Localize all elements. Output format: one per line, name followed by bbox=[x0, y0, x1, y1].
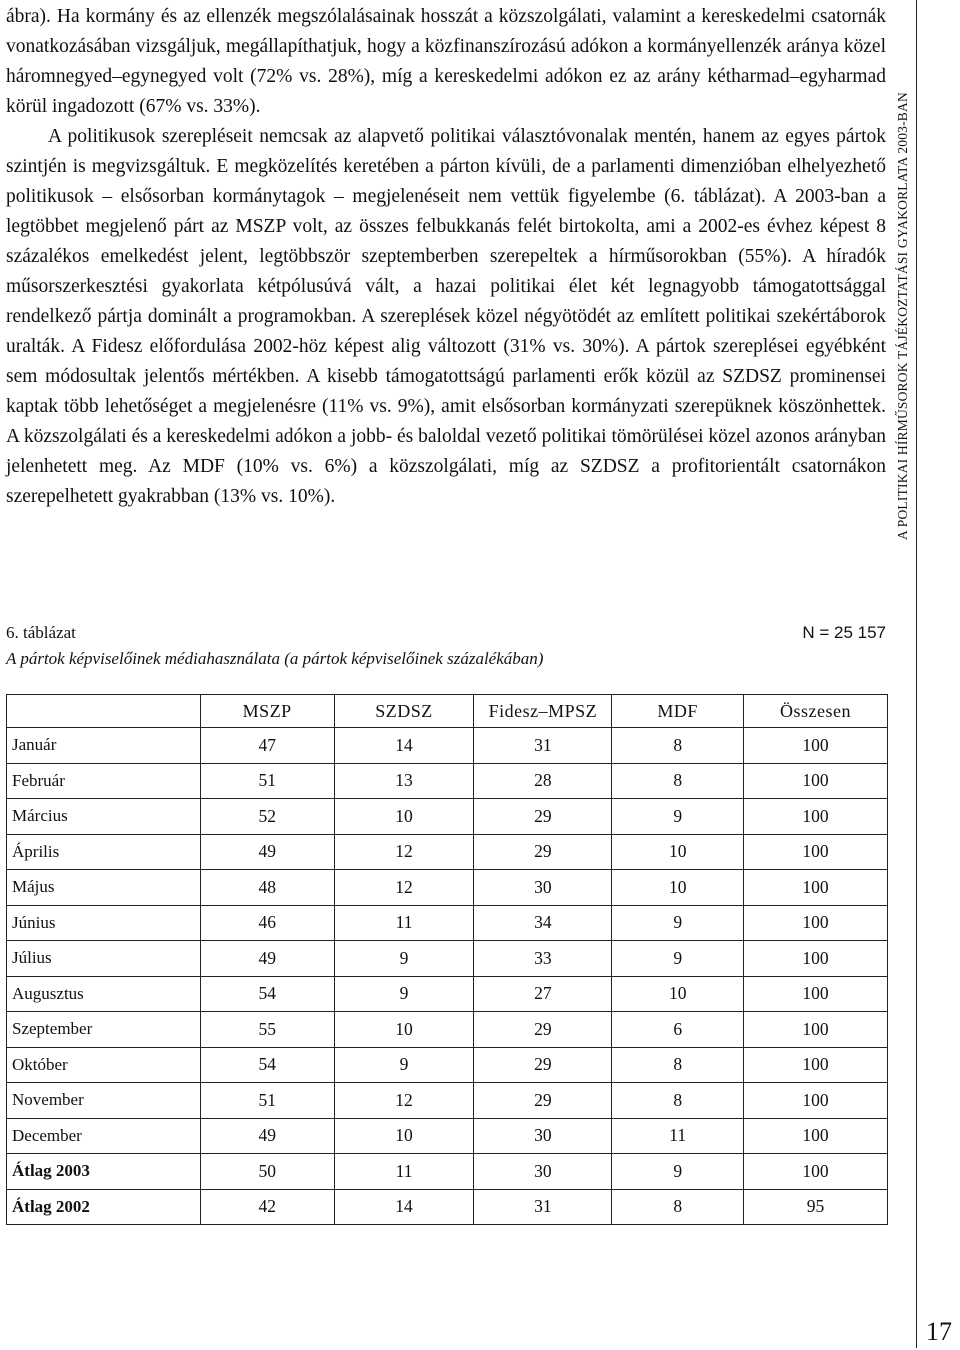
row-label: Július bbox=[7, 941, 201, 977]
cell-szdsz: 10 bbox=[334, 1012, 474, 1048]
cell-szdsz: 11 bbox=[334, 1154, 474, 1190]
cell-fidesz: 30 bbox=[474, 870, 612, 906]
running-head: A POLITIKAI HÍRMŰSOROK TÁJÉKOZTATÁSI GYAKORLATA 2003-BAN bbox=[895, 92, 910, 540]
cell-total: 100 bbox=[744, 1154, 888, 1190]
row-label: Augusztus bbox=[7, 976, 201, 1012]
cell-fidesz: 33 bbox=[474, 941, 612, 977]
row-label: Átlag 2003 bbox=[7, 1154, 201, 1190]
cell-fidesz: 30 bbox=[474, 1154, 612, 1190]
cell-mszp: 50 bbox=[200, 1154, 334, 1190]
cell-mszp: 42 bbox=[200, 1189, 334, 1225]
cell-mszp: 49 bbox=[200, 1118, 334, 1154]
paragraph-1: ábra). Ha kormány és az ellenzék megszólalásainak hosszát a közszolgálati, valamint a kereskedelmi csatornák vonatkozásában vizsgáljuk, megállapíthatjuk, hogy a közfinanszírozású adókon a kormányellenzék aránya közel háromnegyed–egynegyed volt (72% vs. 28%), míg a kereskedelmi adókon ez az arány kétharmad–egyharmad körül ingadozott (67% vs. 33%). bbox=[6, 6, 886, 117]
cell-total: 100 bbox=[744, 799, 888, 835]
cell-szdsz: 10 bbox=[334, 1118, 474, 1154]
cell-mdf: 8 bbox=[612, 728, 744, 764]
table-row bbox=[7, 728, 888, 764]
table-body bbox=[7, 728, 888, 1225]
cell-total: 100 bbox=[744, 1047, 888, 1083]
cell-mdf: 11 bbox=[612, 1118, 744, 1154]
cell-mszp: 52 bbox=[200, 799, 334, 835]
table-row bbox=[7, 976, 888, 1012]
cell-mdf: 6 bbox=[612, 1012, 744, 1048]
header-szdsz: SZDSZ bbox=[334, 695, 474, 728]
cell-total: 100 bbox=[744, 763, 888, 799]
row-label: November bbox=[7, 1083, 201, 1119]
table-row bbox=[7, 1154, 888, 1190]
cell-fidesz: 30 bbox=[474, 1118, 612, 1154]
row-label: December bbox=[7, 1118, 201, 1154]
cell-fidesz: 29 bbox=[474, 799, 612, 835]
cell-total: 100 bbox=[744, 728, 888, 764]
cell-mdf: 9 bbox=[612, 941, 744, 977]
header-fidesz: Fidesz–MPSZ bbox=[474, 695, 612, 728]
cell-mdf: 10 bbox=[612, 834, 744, 870]
cell-fidesz: 31 bbox=[474, 1189, 612, 1225]
row-label: Január bbox=[7, 728, 201, 764]
cell-total: 100 bbox=[744, 870, 888, 906]
row-label: Március bbox=[7, 799, 201, 835]
cell-fidesz: 29 bbox=[474, 1083, 612, 1119]
table-label: 6. táblázat bbox=[6, 623, 76, 642]
row-label: Június bbox=[7, 905, 201, 941]
table-sample-size: N = 25 157 bbox=[802, 623, 886, 642]
cell-total: 100 bbox=[744, 1083, 888, 1119]
cell-mdf: 8 bbox=[612, 763, 744, 799]
row-label: Május bbox=[7, 870, 201, 906]
table-row bbox=[7, 1012, 888, 1048]
cell-mszp: 49 bbox=[200, 941, 334, 977]
cell-mdf: 9 bbox=[612, 799, 744, 835]
cell-szdsz: 9 bbox=[334, 976, 474, 1012]
cell-mszp: 47 bbox=[200, 728, 334, 764]
cell-mszp: 48 bbox=[200, 870, 334, 906]
cell-total: 100 bbox=[744, 1118, 888, 1154]
cell-mdf: 10 bbox=[612, 976, 744, 1012]
body-text bbox=[6, 2, 886, 512]
cell-total: 95 bbox=[744, 1189, 888, 1225]
cell-szdsz: 12 bbox=[334, 1083, 474, 1119]
cell-mdf: 8 bbox=[612, 1189, 744, 1225]
paragraph-2: A politikusok szerepléseit nemcsak az alapvető politikai választóvonalak mentén, hanem az egyes pártok szintjén is megvizsgáltuk. E megközelítés keretében a párton kívüli, de a parlamenti dimenzióban elhelyezhető politikusok – elsősorban kormánytagok – megjelenéseit nem vettük figyelembe (6. táblázat). A 2003-ban a legtöbbet megjelenő párt az MSZP volt, az összes felbukkanás felét birtokolta, ami a 2002-es évhez képest 8 százalékos emelkedést jelent, legtöbbször szeptemberben szerepeltek a hírműsorokban (55%). A híradók műsorszerkesztési gyakorlata kétpólusúvá vált, a hazai politikai élet két legnagyobb támogatottsággal rendelkező pártja dominált a programokban. A szereplések közel négyötödét az említett politikai szekértáborok uralták. A Fidesz előfordulása 2002-höz képest alig változott (31% vs. 30%). A pártok szereplései egyébként sem módosultak jelentős mértékben. A kisebb támogatottságú parlamenti erők közül az SZDSZ prominensei kaptak több lehetőséget a megjelenésre (11% vs. 9%), amit elsősorban kormányzati szerepüknek köszönhettek. A közszolgálati és a kereskedelmi adókon a jobb- és baloldal vezető politikai tömörülései közel azonos arányban jelenhetett meg. Az MDF (10% vs. 6%) a közszolgálati, míg az SZDSZ a profitorientált csatornákon szerepelhetett gyakrabban (13% vs. 10%). bbox=[6, 126, 886, 507]
cell-fidesz: 28 bbox=[474, 763, 612, 799]
cell-total: 100 bbox=[744, 941, 888, 977]
cell-szdsz: 12 bbox=[334, 834, 474, 870]
cell-fidesz: 29 bbox=[474, 834, 612, 870]
table-row bbox=[7, 905, 888, 941]
table-row bbox=[7, 941, 888, 977]
header-mdf: MDF bbox=[612, 695, 744, 728]
cell-mszp: 51 bbox=[200, 763, 334, 799]
cell-total: 100 bbox=[744, 1012, 888, 1048]
cell-mszp: 54 bbox=[200, 1047, 334, 1083]
table-title: A pártok képviselőinek médiahasználata (a pártok képviselőinek százalékában) bbox=[6, 649, 544, 668]
party-media-table bbox=[6, 694, 888, 1225]
table-row bbox=[7, 1083, 888, 1119]
cell-mszp: 49 bbox=[200, 834, 334, 870]
cell-szdsz: 9 bbox=[334, 941, 474, 977]
table-row bbox=[7, 799, 888, 835]
table-row bbox=[7, 1118, 888, 1154]
table-row bbox=[7, 1047, 888, 1083]
cell-fidesz: 27 bbox=[474, 976, 612, 1012]
row-label: Április bbox=[7, 834, 201, 870]
table-row bbox=[7, 763, 888, 799]
table-header-row bbox=[7, 695, 888, 728]
margin-rule bbox=[916, 0, 917, 1348]
cell-mdf: 8 bbox=[612, 1047, 744, 1083]
cell-fidesz: 31 bbox=[474, 728, 612, 764]
page-number: 17 bbox=[926, 1317, 952, 1346]
header-mszp: MSZP bbox=[200, 695, 334, 728]
cell-total: 100 bbox=[744, 976, 888, 1012]
cell-fidesz: 34 bbox=[474, 905, 612, 941]
cell-szdsz: 14 bbox=[334, 1189, 474, 1225]
table-row bbox=[7, 870, 888, 906]
header-total: Összesen bbox=[744, 695, 888, 728]
cell-szdsz: 11 bbox=[334, 905, 474, 941]
cell-mszp: 46 bbox=[200, 905, 334, 941]
cell-fidesz: 29 bbox=[474, 1047, 612, 1083]
cell-szdsz: 13 bbox=[334, 763, 474, 799]
cell-szdsz: 12 bbox=[334, 870, 474, 906]
cell-mdf: 10 bbox=[612, 870, 744, 906]
cell-mszp: 55 bbox=[200, 1012, 334, 1048]
cell-mszp: 54 bbox=[200, 976, 334, 1012]
cell-mdf: 9 bbox=[612, 1154, 744, 1190]
cell-szdsz: 9 bbox=[334, 1047, 474, 1083]
row-label: Szeptember bbox=[7, 1012, 201, 1048]
cell-mszp: 51 bbox=[200, 1083, 334, 1119]
cell-szdsz: 14 bbox=[334, 728, 474, 764]
row-label: Átlag 2002 bbox=[7, 1189, 201, 1225]
cell-fidesz: 29 bbox=[474, 1012, 612, 1048]
header-empty bbox=[7, 695, 201, 728]
cell-total: 100 bbox=[744, 905, 888, 941]
cell-total: 100 bbox=[744, 834, 888, 870]
cell-szdsz: 10 bbox=[334, 799, 474, 835]
table-caption bbox=[6, 620, 886, 672]
cell-mdf: 9 bbox=[612, 905, 744, 941]
table-row bbox=[7, 834, 888, 870]
row-label: Február bbox=[7, 763, 201, 799]
cell-mdf: 8 bbox=[612, 1083, 744, 1119]
row-label: Október bbox=[7, 1047, 201, 1083]
table-row bbox=[7, 1189, 888, 1225]
